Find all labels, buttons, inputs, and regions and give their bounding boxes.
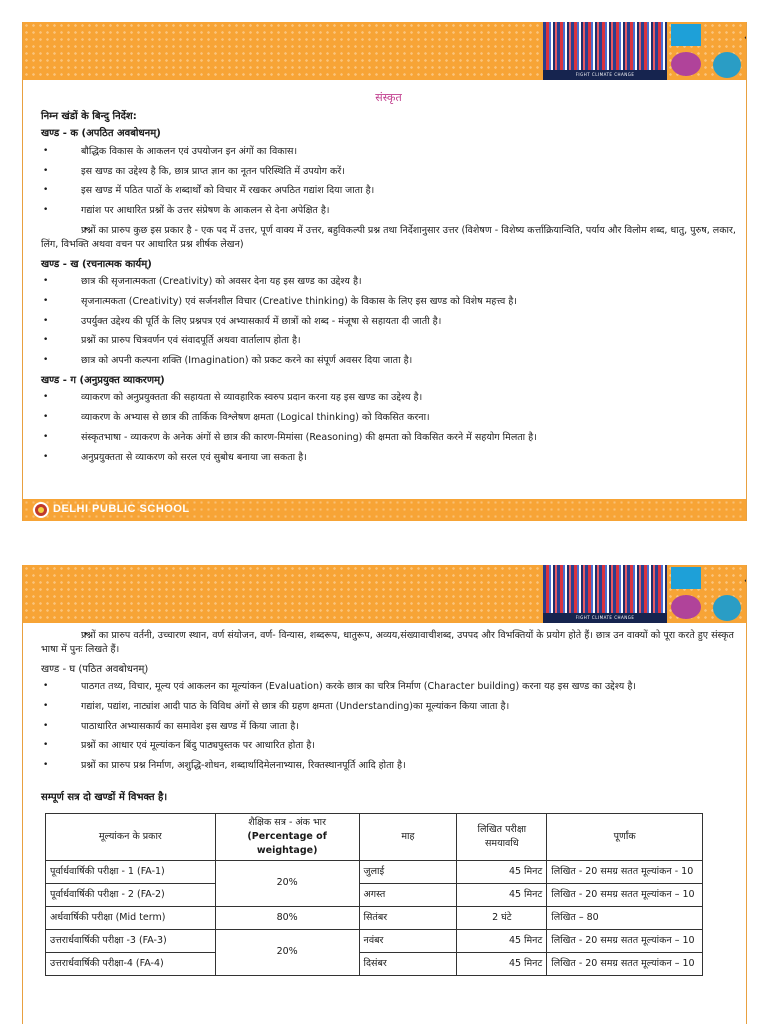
list-item: • छात्र की सृजनात्मकता (Creativity) को अवसर देना यह इस खण्ड का उद्देश्य है। <box>41 275 736 289</box>
list-item: • सृजनात्मकता (Creativity) एवं सर्जनशील विचार (Creative thinking) के विकास के लिए इस खण्ड को विशेष महत्त्व है। <box>41 295 736 309</box>
climate-caption: FIGHT CLIMATE CHANGE <box>543 613 667 623</box>
header-month: माह <box>359 814 457 860</box>
climate-caption: FIGHT CLIMATE CHANGE <box>543 70 667 80</box>
cell-duration: 45 मिनट <box>457 929 547 952</box>
slide-content <box>41 90 736 470</box>
decor-arc-icon <box>711 565 747 591</box>
list-item: • इस खण्ड का उद्देश्य है कि, छात्र प्राप्त ज्ञान का नूतन परिस्थिति में उपयोग करें। <box>41 165 736 179</box>
list-item: • प्रश्नों का प्रारुप वर्तनी, उच्चारण स्थान, वर्ण संयोजन, वर्ण- विन्यास, शब्दरूप, धातुरूप, अव्यय,संख्यावाचीशब्द, उपपद और विभक्तियों के प्रयोग होते हैं। छात्र उन वाक्यों को पूरा करते हुए संस्कृत भाषा में पुनः लिखते हैं। <box>41 629 736 657</box>
section-c-list <box>41 391 736 464</box>
table-row <box>46 952 703 975</box>
cell-weight: 80% <box>215 906 359 929</box>
cell-type: पूर्वार्धवार्षिकी परीक्षा - 1 (FA-1) <box>46 860 216 883</box>
section-a-heading: खण्ड - क (अपठित अवबोधनम्) <box>41 128 161 140</box>
header-type: मूल्यांकन के प्रकार <box>46 814 216 860</box>
cell-total: लिखित - 20 समग्र सतत मूल्यांकन – 10 <box>547 929 703 952</box>
slide-footer <box>23 499 746 521</box>
slide-content <box>41 629 736 976</box>
list-item: • व्याकरण को अनुप्रयुक्तता की सहायता से व्यावहारिक स्वरुप प्रदान करना यह इस खण्ड का उद्देश्य है। <box>41 391 736 405</box>
table-row <box>46 929 703 952</box>
cell-duration: 45 मिनट <box>457 952 547 975</box>
section-b-heading: खण्ड - ख (रचनात्मक कार्यम्) <box>41 258 152 270</box>
cell-month: दिसंबर <box>359 952 457 975</box>
section-b-list <box>41 275 736 368</box>
cell-month: जुलाई <box>359 860 457 883</box>
list-item: • प्रश्नों का प्रारुप चित्रवर्णन एवं संवादपूर्ति अथवा वार्तालाप होता है। <box>41 334 736 348</box>
slide-1 <box>22 22 747 521</box>
lead-list <box>41 629 736 657</box>
table-row <box>46 883 703 906</box>
cell-total: लिखित - 20 समग्र सतत मूल्यांकन - 10 <box>547 860 703 883</box>
school-name: DELHI PUBLIC SCHOOL <box>53 503 190 515</box>
section-d-list <box>41 680 736 773</box>
slide-divider <box>0 521 768 565</box>
list-item: • प्रश्नों का आधार एवं मूल्यांकन बिंदु पाठ्यपुस्तक पर आधारित होता है। <box>41 739 736 753</box>
list-item: • व्याकरण के अभ्यास से छात्र की तार्किक विश्लेषण क्षमता (Logical thinking) को विकसित करना। <box>41 411 736 425</box>
cell-month: नवंबर <box>359 929 457 952</box>
list-item: • पाठाधारित अभ्यासकार्य का समावेश इस खण्ड में किया जाता है। <box>41 720 736 734</box>
section-c-heading: खण्ड - ग (अनुप्रयुक्त व्याकरणम्) <box>41 374 165 386</box>
table-header-row <box>46 814 703 860</box>
decor-circle-icon <box>671 52 701 76</box>
slide-2 <box>22 565 747 1024</box>
header-total: पूर्णांक <box>547 814 703 860</box>
cell-duration: 2 घंटे <box>457 906 547 929</box>
cell-type: अर्धवार्षिकी परीक्षा (Mid term) <box>46 906 216 929</box>
table-row <box>46 906 703 929</box>
slide-banner <box>23 22 746 80</box>
climate-stripes-graphic <box>543 565 667 613</box>
cell-month: सितंबर <box>359 906 457 929</box>
list-item: • उपर्युक्त उद्देश्य की पूर्ति के लिए प्रश्नपत्र एवं अभ्यासकार्य में छात्रों को शब्द - मंजूषा से सहायता दी जाती है। <box>41 315 736 329</box>
intro-heading: निम्न खंडों के बिन्दु निर्देश: <box>41 110 137 122</box>
list-item: • पाठगत तथ्य, विचार, मूल्य एवं आकलन का मूल्यांकन (Evaluation) करके छात्र का चरित्र निर्माण (Character building) करना यह इस खण्ड का उद्देश्य है। <box>41 680 736 694</box>
decor-circle-icon <box>671 595 701 619</box>
list-item: • गद्यांश, पद्यांश, नाट्यांश आदी पाठ के विविध अंगों से छात्र की ग्रहण क्षमता (Understanding)का मूल्यांकन किया जाता है। <box>41 700 736 714</box>
list-item: • प्रश्नों का प्रारुप प्रश्न निर्माण, अशुद्धि-शोधन, शब्दार्थादिमेलनाभ्यास, रिक्तस्थानपूर्ति आदि होता है। <box>41 759 736 773</box>
section-d-heading: खण्ड - घ (पठित अवबोधनम्) <box>41 663 149 675</box>
cell-type: पूर्वार्धवार्षिकी परीक्षा - 2 (FA-2) <box>46 883 216 906</box>
climate-stripes-graphic <box>543 22 667 70</box>
list-item: • संस्कृतभाषा - व्याकरण के अनेक अंगों से छात्र की कारण-मिमांसा (Reasoning) की क्षमता को विकसित करने में सहयोग मिलता है। <box>41 431 736 445</box>
page-title: संस्कृत <box>375 91 402 104</box>
decor-circle-icon <box>713 595 741 621</box>
cell-total: लिखित – 80 <box>547 906 703 929</box>
cell-duration: 45 मिनट <box>457 883 547 906</box>
slide-banner <box>23 565 746 623</box>
list-item: • अनुप्रयुक्तता से व्याकरण को सरल एवं सुबोध बनाया जा सकता है। <box>41 451 736 465</box>
cell-duration: 45 मिनट <box>457 860 547 883</box>
cell-type: उत्तरार्धवार्षिकी परीक्षा -3 (FA-3) <box>46 929 216 952</box>
list-item: • प्रश्नों का प्रारुप कुछ इस प्रकार है - एक पद में उत्तर, पूर्ण वाक्य में उत्तर, बहुविकल्पी प्रश्न तथा निर्देशानुसार उत्तर (विशेषण - विशेष्य कर्त्ताक्रियान्विति, पर्याय और विलोम शब्द, धातु, पुरुष, लकार, लिंग, विभक्ति अथवा वचन पर आधारित प्रश्न शीर्षक लेखन) <box>41 224 736 252</box>
assessment-table <box>45 813 703 975</box>
decor-arc-icon <box>711 22 747 48</box>
header-duration: लिखित परीक्षा समयावधि <box>457 814 547 860</box>
school-logo-icon <box>33 502 49 518</box>
header-weightage-line2: (Percentage of weightage) <box>247 831 327 856</box>
list-item: • गद्यांश पर आधारित प्रश्नों के उत्तर संप्रेषण के आकलन से देना अपेक्षित है। <box>41 204 736 218</box>
decor-square-icon <box>671 567 701 589</box>
cell-month: अगस्त <box>359 883 457 906</box>
list-item: • छात्र को अपनी कल्पना शक्ति (Imagination) को प्रकट करने का संपूर्ण अवसर दिया जाता है। <box>41 354 736 368</box>
section-a-list <box>41 145 736 252</box>
decor-square-icon <box>671 24 701 46</box>
cell-weight: 20% <box>215 929 359 975</box>
decor-circle-icon <box>713 52 741 78</box>
cell-total: लिखित - 20 समग्र सतत मूल्यांकन – 10 <box>547 883 703 906</box>
header-weightage <box>215 814 359 860</box>
list-item: • बौद्धिक विकास के आकलन एवं उपयोजन इन अंगों का विकास। <box>41 145 736 159</box>
table-row <box>46 860 703 883</box>
list-item: • इस खण्ड में पठित पाठों के शब्दार्थों को विचार में रखकर अपठित गद्यांश दिया जाता है। <box>41 184 736 198</box>
cell-total: लिखित - 20 समग्र सतत मूल्यांकन – 10 <box>547 952 703 975</box>
table-title: सम्पूर्ण सत्र दो खण्डों में विभक्त है। <box>41 791 168 803</box>
header-weightage-line1: शैक्षिक सत्र - अंक भार <box>248 817 327 829</box>
cell-weight: 20% <box>215 860 359 906</box>
cell-type: उत्तरार्धवार्षिकी परीक्षा-4 (FA-4) <box>46 952 216 975</box>
